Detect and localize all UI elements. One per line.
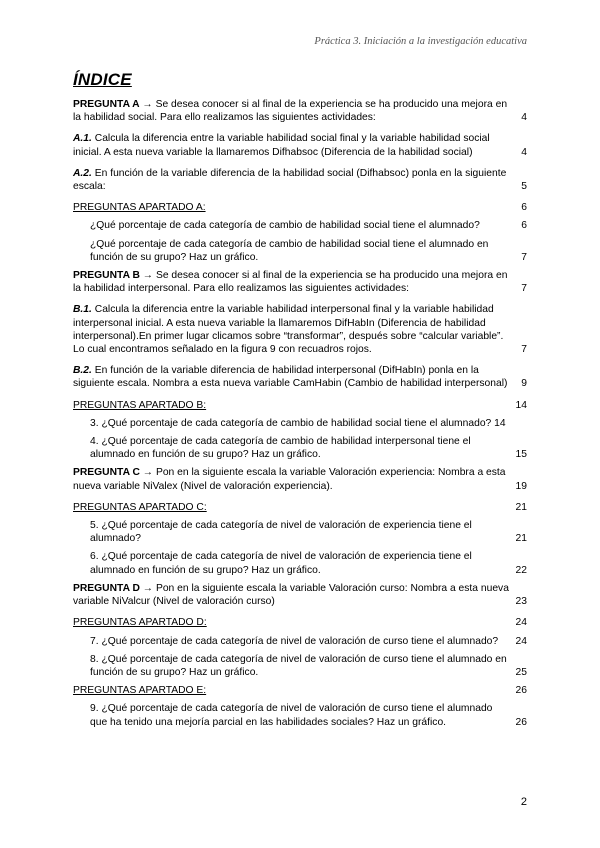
toc-entry-text bbox=[73, 270, 507, 294]
toc-page-number: 24 bbox=[515, 617, 527, 629]
toc-entry-lead: PREGUNTA D bbox=[73, 582, 140, 594]
table-of-contents bbox=[73, 98, 529, 734]
toc-entry-body: → Se desea conocer si al final de la experiencia se ha producido una mejora en la habilidad social. Para ello realizamos las siguientes actividades: bbox=[73, 99, 508, 124]
toc-entry-body: En función de la variable diferencia de la habilidad social (Difhabsoc) ponla en la siguiente escala: bbox=[73, 167, 507, 193]
toc-entry-text bbox=[73, 365, 507, 389]
toc-entry-text bbox=[90, 520, 472, 544]
toc-entry-lead: A.1. bbox=[73, 133, 92, 145]
toc-entry-lead: PREGUNTA C bbox=[73, 467, 140, 479]
page-title: ÍNDICE bbox=[73, 70, 132, 89]
toc-entry-body: 9. ¿Qué porcentaje de cada categoría de nivel de valoración de curso tiene el alumnado que ha tenido una mejoría parcial en las habilidades sociales? Haz un gráfico. bbox=[90, 703, 493, 728]
toc-entry-body: PREGUNTAS APARTADO B: bbox=[73, 399, 207, 411]
toc-subentry[interactable] bbox=[90, 653, 529, 679]
toc-entry-text bbox=[90, 220, 480, 231]
toc-entry-body: 7. ¿Qué porcentaje de cada categoría de nivel de valoración de curso tiene el alumnado? bbox=[90, 635, 499, 647]
toc-subentry[interactable] bbox=[90, 219, 529, 232]
toc-subentry[interactable] bbox=[90, 417, 529, 430]
toc-section-heading[interactable] bbox=[73, 684, 529, 697]
toc-entry-body: → Pon en la siguiente escala la variable Valoración curso: Nombra a esta nueva variable NiValcur (Nivel de valoración curso) bbox=[73, 582, 509, 608]
toc-entry-lead: B.2. bbox=[73, 365, 92, 377]
toc-entry-lead: PREGUNTA B bbox=[73, 270, 140, 282]
toc-entry-text bbox=[73, 202, 206, 213]
toc-page-number: 19 bbox=[515, 480, 527, 492]
toc-entry-text bbox=[73, 502, 207, 513]
toc-entry-body: En función de la variable diferencia de habilidad interpersonal (DifHabIn) ponla en la siguiente escala. Nombra a esta nueva variable CamHabin (Cambio de habilidad interpersonal) bbox=[73, 365, 508, 390]
toc-subentry[interactable] bbox=[90, 519, 529, 545]
running-header: Práctica 3. Iniciación a la investigación educativa bbox=[314, 36, 527, 47]
toc-section-heading[interactable] bbox=[73, 201, 529, 214]
toc-subentry[interactable] bbox=[90, 435, 529, 461]
toc-entry-text bbox=[90, 654, 507, 678]
toc-entry-text bbox=[73, 617, 207, 628]
toc-subentry[interactable] bbox=[90, 702, 529, 728]
toc-entry-lead: A.2. bbox=[73, 167, 92, 179]
toc-page-number: 4 bbox=[521, 146, 527, 158]
toc-page-number: 21 bbox=[515, 533, 527, 545]
toc-entry-text bbox=[90, 703, 492, 727]
toc-subentry[interactable] bbox=[90, 550, 529, 576]
toc-section-heading[interactable] bbox=[73, 616, 529, 629]
toc-page-number: 6 bbox=[521, 202, 527, 214]
toc-entry-body: 5. ¿Qué porcentaje de cada categoría de nivel de valoración de experiencia tiene el alumnado? bbox=[90, 520, 472, 545]
toc-page-number: 4 bbox=[521, 112, 527, 124]
toc-entry-text bbox=[73, 467, 506, 491]
toc-entry-text bbox=[90, 239, 488, 263]
toc-page-number: 22 bbox=[515, 564, 527, 576]
toc-page-number: 9 bbox=[521, 378, 527, 390]
toc-entry[interactable] bbox=[73, 167, 529, 193]
toc-entry[interactable] bbox=[73, 303, 529, 356]
toc-section-heading[interactable] bbox=[73, 501, 529, 514]
toc-entry-body: 4. ¿Qué porcentaje de cada categoría de cambio de habilidad interpersonal tiene el alumnado en función de su grupo? Haz un gráfico. bbox=[90, 436, 471, 461]
toc-entry-body: ¿Qué porcentaje de cada categoría de cambio de habilidad social tiene el alumnado? bbox=[90, 220, 480, 232]
toc-page-number: 26 bbox=[515, 716, 527, 728]
toc-entry-body: → Pon en la siguiente escala la variable Valoración experiencia: Nombra a esta nueva variable NiValex (Nivel de valoración experiencia). bbox=[73, 467, 506, 492]
toc-entry-body: PREGUNTAS APARTADO A: bbox=[73, 202, 206, 214]
toc-entry[interactable] bbox=[73, 269, 529, 295]
toc-page-number: 5 bbox=[521, 181, 527, 193]
toc-entry-body: 3. ¿Qué porcentaje de cada categoría de cambio de habilidad social tiene el alumnado? 14 bbox=[90, 417, 506, 429]
toc-subentry[interactable] bbox=[90, 238, 529, 264]
toc-entry-body: Calcula la diferencia entre la variable habilidad social final y la variable habilidad social inicial. A esta nueva variable la llamaremos Difhabsoc (Diferencia de la habilidad social) bbox=[73, 133, 490, 158]
toc-entry-body: PREGUNTAS APARTADO C: bbox=[73, 501, 207, 513]
page-number: 2 bbox=[520, 796, 527, 808]
toc-entry-lead: B.1. bbox=[73, 304, 92, 316]
toc-entry[interactable] bbox=[73, 98, 529, 124]
toc-entry-body: → Se desea conocer si al final de la experiencia se ha producido una mejora en la habilidad interpersonal. Para ello realizamos las siguientes actividades: bbox=[73, 270, 508, 295]
toc-entry-text bbox=[73, 133, 490, 157]
toc-entry-text bbox=[73, 583, 509, 607]
toc-entry[interactable] bbox=[73, 132, 529, 158]
toc-page-number: 25 bbox=[515, 666, 527, 678]
toc-entry-text bbox=[73, 685, 206, 696]
toc-entry-text bbox=[90, 436, 471, 460]
toc-entry-body: ¿Qué porcentaje de cada categoría de cambio de habilidad social tiene el alumnado en función de su grupo? Haz un gráfico. bbox=[90, 238, 489, 263]
toc-entry-lead: PREGUNTA A bbox=[73, 99, 140, 110]
toc-page-number: 14 bbox=[515, 399, 527, 411]
toc-subentry[interactable] bbox=[90, 635, 529, 648]
toc-entry-text bbox=[73, 99, 507, 123]
toc-page-number: 26 bbox=[515, 685, 527, 697]
toc-page-number: 15 bbox=[515, 449, 527, 461]
toc-entry-text bbox=[90, 636, 498, 647]
toc-entry-body: PREGUNTAS APARTADO E: bbox=[73, 685, 207, 697]
toc-entry-text bbox=[73, 168, 506, 192]
toc-entry[interactable] bbox=[73, 466, 529, 492]
toc-entry-text bbox=[73, 400, 206, 411]
toc-entry-text bbox=[90, 551, 472, 575]
toc-page-number: 6 bbox=[521, 220, 527, 232]
toc-entry-body: PREGUNTAS APARTADO D: bbox=[73, 617, 207, 629]
toc-section-heading[interactable] bbox=[73, 399, 529, 412]
toc-page-number: 7 bbox=[521, 344, 527, 356]
toc-page-number: 7 bbox=[521, 251, 527, 263]
toc-entry[interactable] bbox=[73, 364, 529, 390]
toc-entry[interactable] bbox=[73, 582, 529, 608]
toc-entry-body: 6. ¿Qué porcentaje de cada categoría de nivel de valoración de experiencia tiene el alumnado en función de su grupo? Haz un gráfico. bbox=[90, 551, 472, 576]
toc-entry-text bbox=[73, 304, 503, 355]
toc-entry-body: Calcula la diferencia entre la variable habilidad interpersonal final y la variable habilidad interpersonal inicial. A esta nueva variable la llamaremos DifHabIn (Diferencia de habilidad interpersonal).En primer lugar clicamos sobre “transformar”, después sobre “calcular variable”. Lo cual encontramos señalado en la figura 9 con recuadros rojos. bbox=[73, 304, 504, 356]
toc-entry-body: 8. ¿Qué porcentaje de cada categoría de nivel de valoración de curso tiene el alumnado en función de su grupo? Haz un gráfico. bbox=[90, 653, 507, 678]
toc-page-number: 7 bbox=[521, 283, 527, 295]
toc-page-number: 21 bbox=[515, 501, 527, 513]
toc-entry-text bbox=[90, 418, 506, 429]
toc-page-number: 24 bbox=[515, 635, 527, 647]
toc-page-number: 23 bbox=[515, 596, 527, 608]
